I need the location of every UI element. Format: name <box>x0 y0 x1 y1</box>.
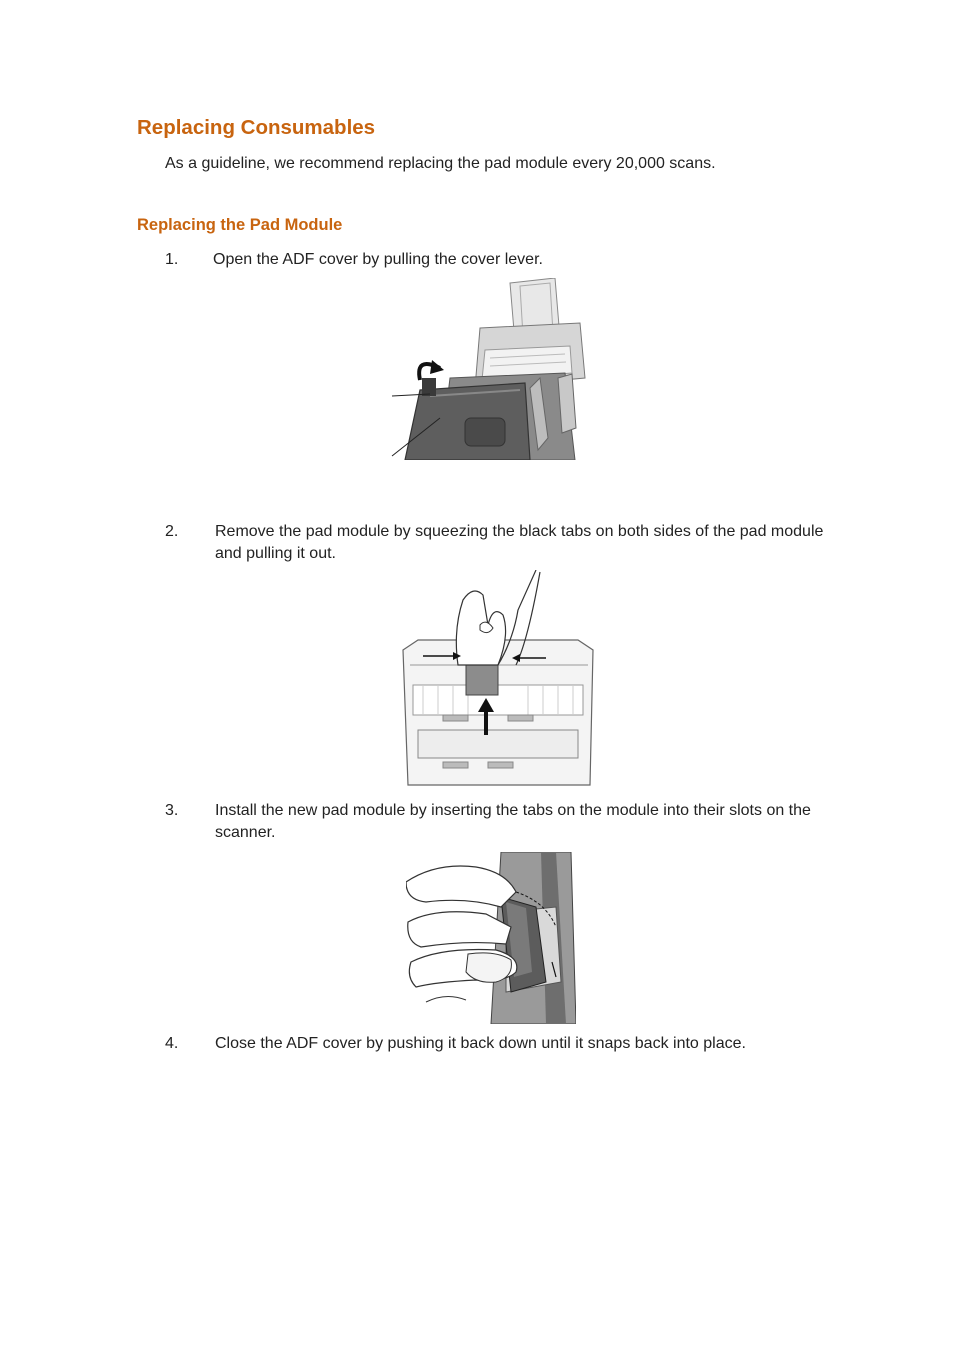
step-text: Close the ADF cover by pushing it back down until it snaps back into place. <box>215 1035 746 1052</box>
step-text: Install the new pad module by inserting the tabs on the module into their slots on the scanner. <box>215 802 811 841</box>
step-number: 4. <box>165 1035 179 1052</box>
step-number: 1. <box>165 251 179 268</box>
install-pad-module-illustration <box>406 852 576 1024</box>
intro-paragraph: As a guideline, we recommend replacing the pad module every 20,000 scans. <box>165 155 716 172</box>
section-title: Replacing Consumables <box>137 116 376 139</box>
step-number: 3. <box>165 802 179 819</box>
step-text: Open the ADF cover by pulling the cover lever. <box>213 251 543 268</box>
scanner-open-cover-illustration <box>390 278 590 460</box>
step-number: 2. <box>165 523 179 540</box>
subsection-title: Replacing the Pad Module <box>137 216 343 234</box>
remove-pad-module-illustration <box>398 570 600 790</box>
step-text: Remove the pad module by squeezing the black tabs on both sides of the pad module and pulling it out. <box>215 523 824 562</box>
